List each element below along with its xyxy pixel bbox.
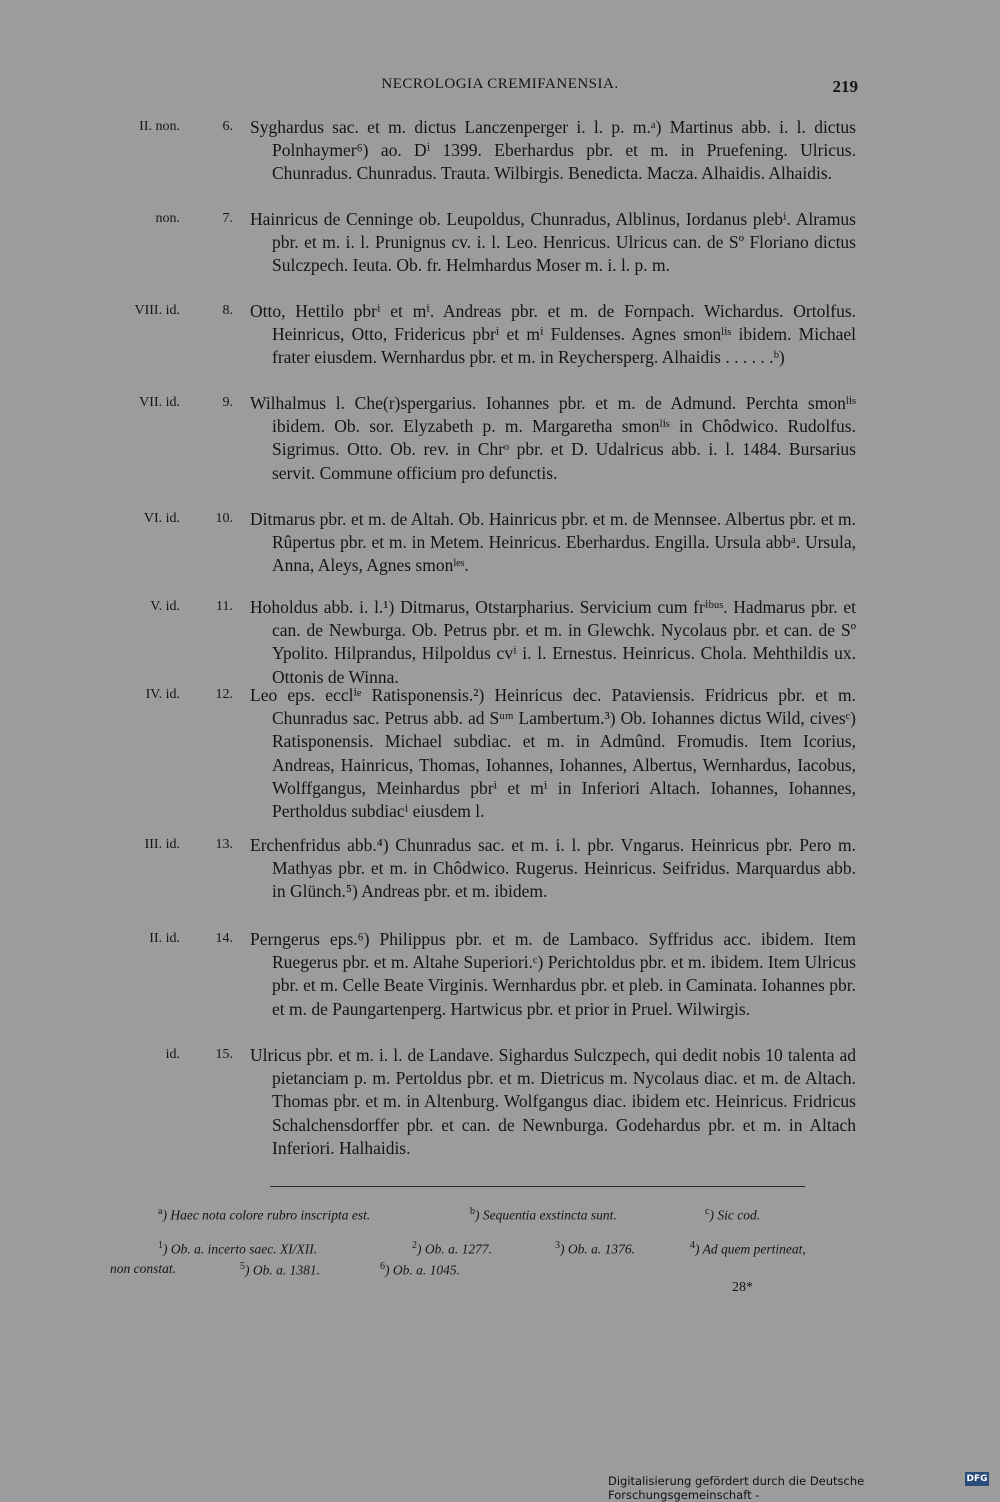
footnote-2: $^2$) Ob. a. 1277. xyxy=(412,1240,492,1257)
entry-date: VI. id. xyxy=(143,511,180,526)
entry-text: Syghardus sac. et m. dictus Lanczenperger i. l. p. m.ᵃ) Martinus abb. i. l. dictus Polnhaymer⁶) ao. Dⁱ 1399. Eberhardus pbr. et m. in Pruefening. Ulricus. Chunradus. Chunradus. Trauta. Wilbirgis. Benedicta. Macza. Alhaidis. Alhaidis. xyxy=(250,117,856,184)
entry-day: 11. xyxy=(216,599,233,614)
footnote-1: $^1$) Ob. a. incerto saec. XI/XII. xyxy=(158,1240,318,1257)
entry-day: 7. xyxy=(222,211,233,226)
entry-date: V. id. xyxy=(150,599,180,614)
running-title: NECROLOGIA CREMIFANENSIA. xyxy=(381,76,619,92)
entry-text: Otto, Hettilo pbrⁱ et mⁱ. Andreas pbr. et m. de Fornpach. Wichardus. Ortolfus. Heinricus, Otto, Fridericus pbrⁱ et mⁱ Fuldenses. Agnes smonˡⁱˢ ibidem. Michael frater eiusdem. Wernhardus pbr. et m. in Reychersperg. Alhaidis . . . . . .ᵇ) xyxy=(250,301,856,368)
entry-date: II. id. xyxy=(149,931,180,946)
digitization-credit: Digitalisierung gefördert durch die Deutsche Forschungsgemeinschaft - xyxy=(608,1474,865,1502)
entry-date: III. id. xyxy=(144,837,180,852)
entry-day: 15. xyxy=(215,1047,233,1062)
entry-date: II. non. xyxy=(139,119,180,134)
footnote-4-continued: non constat. xyxy=(110,1261,176,1276)
signature-mark: 28* xyxy=(732,1280,753,1295)
footnote-b: $^b$) Sequentia exstincta sunt. xyxy=(470,1206,617,1223)
entry-day: 10. xyxy=(215,511,233,526)
footnote-5: $^5$) Ob. a. 1381. xyxy=(240,1261,320,1278)
entry-text: Ulricus pbr. et m. i. l. de Landave. Sighardus Sulczpech, qui dedit nobis 10 talenta ad pietanciam p. m. Pertoldus pbr. et m. Dietricus m. Nycolaus diac. et m. de Altach. Thomas pbr. et m. in Altenburg. Wolfgangus diac. ibidem etc. Heinricus. Fridricus Schalchensdorffer pbr. et can. de Newnburga. Godehardus pbr. et m. in Altach Inferiori. Halhaidis. xyxy=(250,1045,856,1158)
footnote-a: $^a$) Haec nota colore rubro inscripta est. xyxy=(158,1206,371,1223)
entry-text: Perngerus eps.⁶) Philippus pbr. et m. de Lambaco. Syffridus acc. ibidem. Item Ruegerus pbr. et m. Altahe Superiori.ᶜ) Perichtoldus pbr. et m. ibidem. Item Ulricus pbr. et m. Celle Beate Virginis. Wernhardus pbr. et pleb. in Caminata. Iohannes pbr. et m. de Paungartenperg. Hartwicus pbr. et prior in Pruel. Wilwirgis. xyxy=(250,929,856,1019)
entry-date: id. xyxy=(165,1047,180,1062)
entry-date: VIII. id. xyxy=(134,303,180,318)
footnote-3: $^3$) Ob. a. 1376. xyxy=(555,1240,635,1257)
entry-text: Ditmarus pbr. et m. de Altah. Ob. Hainricus pbr. et m. de Mennsee. Albertus pbr. et m. Rûpertus pbr. et m. in Metem. Heinricus. Eberhardus. Engilla. Ursula abbᵃ. Ursula, Anna, Aleys, Agnes smonˡᵉˢ. xyxy=(250,509,856,576)
entry-day: 9. xyxy=(222,395,233,410)
entry-date: IV. id. xyxy=(145,687,180,702)
entry-text: Erchenfridus abb.⁴) Chunradus sac. et m. i. l. pbr. Vngarus. Heinricus pbr. Pero m. Mathyas pbr. et m. in Chôdwico. Rugerus. Heinricus. Seifridus. Marquardus abb. in Glünch.⁵) Andreas pbr. et m. ibidem. xyxy=(250,835,856,902)
footnote-4: $^4$) Ad quem pertineat, xyxy=(690,1240,806,1257)
entry-text: Hoholdus abb. i. l.¹) Ditmarus, Otstarpharius. Servicium cum frⁱᵇᵘˢ. Hadmarus pbr. et can. de Newburga. Ob. Petrus pbr. et m. in Glewchk. Nycolaus pbr. et can. de Sº Ypolito. Hilprandus, Hilpoldus cvⁱ i. l. Ernestus. Heinricus. Chola. Mehthildis ux. Ottonis de Winna. xyxy=(250,597,856,687)
entry-day: 8. xyxy=(222,303,233,318)
entry-day: 6. xyxy=(222,119,233,134)
page-number: 219 xyxy=(832,77,858,96)
entry-text: Leo eps. ecclⁱᵉ Ratisponensis.²) Heinricus dec. Pataviensis. Fridricus pbr. et m. Chunradus sac. Petrus abb. ad Sᵘᵐ Lambertum.³) Ob. Iohannes dictus Wild, civesᶜ) Ratisponensis. Michael subdiac. et m. in Admûnd. Fromudis. Item Icorius, Andreas, Hainricus, Thomas, Iohannes, Iohannes, Albertus, Wernhardus, Iacobus, Wolffgangus, Meinhardus pbrⁱ et mⁱ in Inferiori Altach. Iohannes, Iohannes, Pertholdus subdiacⁱ eiusdem l. xyxy=(250,685,856,822)
entry-text: Hainricus de Cenninge ob. Leupoldus, Chunradus, Alblinus, Iordanus plebⁱ. Alramus pbr. et m. i. l. Prunignus cv. i. l. Leo. Henricus. Ulricus can. de Sº Floriano dictus Sulczpech. Ieuta. Ob. fr. Helmhardus Moser m. i. l. p. m. xyxy=(250,209,856,276)
entry-date: non. xyxy=(155,211,180,226)
footnote-c: $^c$) Sic cod. xyxy=(705,1206,761,1223)
dfg-logo-icon: DFG xyxy=(966,1474,988,1484)
footnote-rule xyxy=(270,1186,805,1187)
entry-text: Wilhalmus l. Che(r)spergarius. Iohannes pbr. et m. de Admund. Perchta smonˡⁱˢ ibidem. Ob. sor. Elyzabeth p. m. Margaretha smonˡⁱˢ in Chôdwico. Rudolfus. Sigrimus. Otto. Ob. rev. in Chrᵒ pbr. et D. Udalricus abb. i. l. 1484. Bursarius servit. Commune officium pro defunctis. xyxy=(250,393,856,483)
entry-day: 13. xyxy=(215,837,233,852)
entry-day: 14. xyxy=(215,931,233,946)
entry-date: VII. id. xyxy=(139,395,180,410)
entry-day: 12. xyxy=(215,687,233,702)
footnote-6: $^6$) Ob. a. 1045. xyxy=(380,1261,460,1278)
